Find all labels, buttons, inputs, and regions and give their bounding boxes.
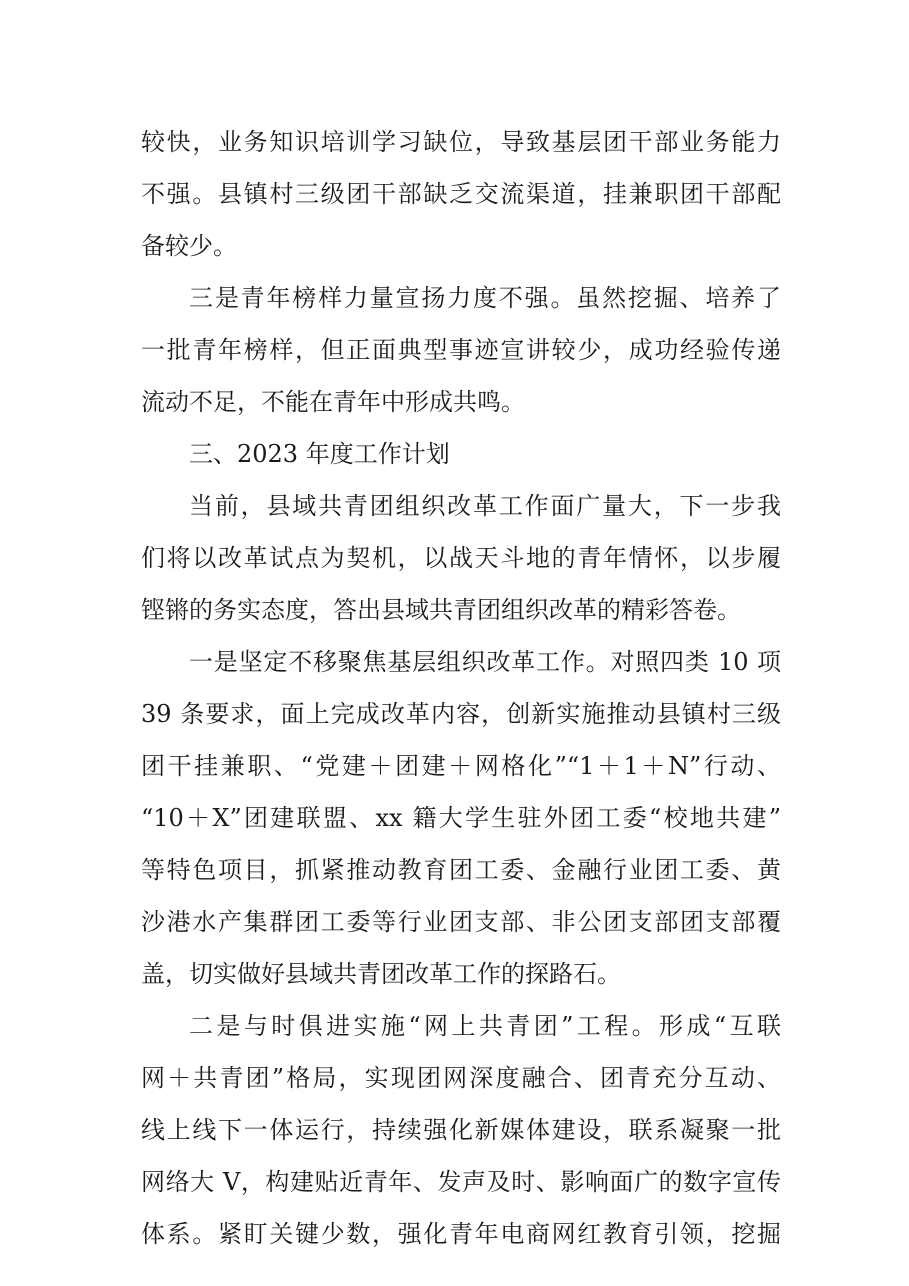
text-line: 备较少。: [141, 232, 237, 260]
text-line: 体系。紧盯关键少数，强化青年电商网红教育引领，挖掘: [141, 1220, 781, 1248]
text-line: 较快，业务知识培训学习缺位，导致基层团干部业务能力: [141, 128, 781, 156]
text-line: 网＋共青团”格局，实现团网深度融合、团青充分互动、: [141, 1064, 781, 1092]
text-line: 等特色项目，抓紧推动教育团工委、金融行业团工委、黄: [141, 856, 781, 884]
text-line: 铿锵的务实态度，答出县域共青团组织改革的精彩答卷。: [141, 596, 741, 624]
paragraph-first-line: 当前，县域共青团组织改革工作面广量大，下一步我: [189, 492, 781, 520]
text-line: 不强。县镇村三级团干部缺乏交流渠道，挂兼职团干部配: [141, 180, 781, 208]
text-line: 沙港水产集群团工委等行业团支部、非公团支部团支部覆: [141, 908, 781, 936]
text-line: 线上线下一体运行，持续强化新媒体建设，联系凝聚一批: [141, 1116, 781, 1144]
paragraph-first-line: 二是与时俱进实施“网上共青团”工程。形成“互联: [189, 1012, 781, 1040]
text-line: 盖，切实做好县域共青团改革工作的探路石。: [141, 960, 621, 988]
text-line: 团干挂兼职、“党建＋团建＋网格化”“1＋1＋N”行动、: [141, 752, 781, 780]
paragraph-first-line: 三是青年榜样力量宣扬力度不强。虽然挖掘、培养了: [189, 284, 781, 312]
text-line: 流动不足，不能在青年中形成共鸣。: [141, 388, 525, 416]
section-heading: 三、2023 年度工作计划: [189, 440, 450, 468]
text-line: 网络大 V，构建贴近青年、发声及时、影响面广的数字宣传: [141, 1168, 781, 1196]
text-line: “10＋X”团建联盟、xx 籍大学生驻外团工委“校地共建”: [141, 804, 781, 832]
paragraph-first-line: 一是坚定不移聚焦基层组织改革工作。对照四类 10 项: [189, 648, 781, 676]
text-line: 们将以改革试点为契机，以战天斗地的青年情怀，以步履: [141, 544, 781, 572]
document-body: [141, 116, 781, 1260]
text-line: 39 条要求，面上完成改革内容，创新实施推动县镇村三级: [141, 700, 781, 728]
text-line: 一批青年榜样，但正面典型事迹宣讲较少，成功经验传递: [141, 336, 781, 364]
